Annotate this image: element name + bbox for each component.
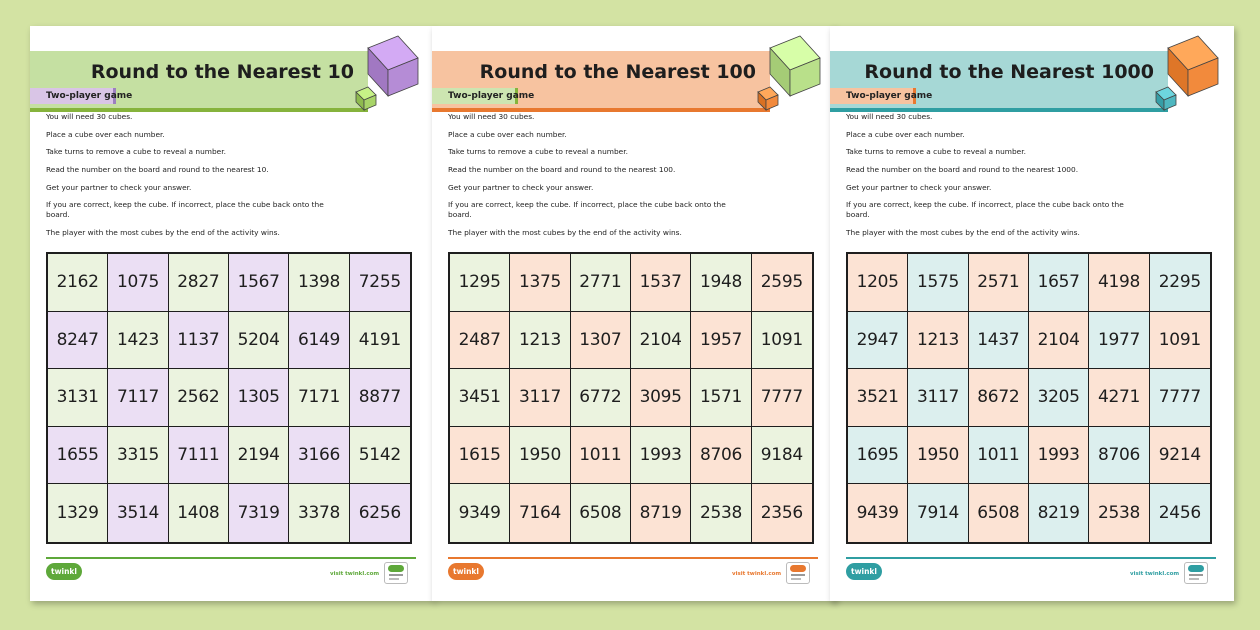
instruction-line: Read the number on the board and round to the nearest 1000. xyxy=(846,165,1079,175)
board-cell: 8877 xyxy=(350,369,410,427)
twinkl-logo: twinkl xyxy=(46,563,82,580)
board-cell: 1657 xyxy=(1029,254,1089,312)
board-cell: 1375 xyxy=(510,254,570,312)
board-cell: 9184 xyxy=(752,427,812,485)
board-cell: 2104 xyxy=(631,312,691,370)
board-cell: 6149 xyxy=(289,312,349,370)
instruction-line: Take turns to remove a cube to reveal a number. xyxy=(448,147,628,157)
worksheet-page xyxy=(830,26,1234,601)
board-cell: 2947 xyxy=(848,312,908,370)
worksheet-page xyxy=(30,26,434,601)
number-board xyxy=(46,252,412,544)
board-cell: 3095 xyxy=(631,369,691,427)
board-cell: 1993 xyxy=(631,427,691,485)
board-cell: 7117 xyxy=(108,369,168,427)
board-cell: 4198 xyxy=(1089,254,1149,312)
board-cell: 1398 xyxy=(289,254,349,312)
board-cell: 7255 xyxy=(350,254,410,312)
instruction-line: If you are correct, keep the cube. If incorrect, place the cube back onto the board. xyxy=(846,200,1124,219)
board-cell: 3166 xyxy=(289,427,349,485)
board-cell: 1655 xyxy=(48,427,108,485)
instruction-line: Take turns to remove a cube to reveal a number. xyxy=(46,147,226,157)
board-cell: 3451 xyxy=(450,369,510,427)
two-player-badge: Two-player game xyxy=(830,88,916,104)
instructions-list xyxy=(46,112,346,245)
board-cell: 2571 xyxy=(969,254,1029,312)
number-board xyxy=(846,252,1212,544)
board-cell: 3131 xyxy=(48,369,108,427)
board-cell: 2562 xyxy=(169,369,229,427)
board-cell: 3117 xyxy=(908,369,968,427)
board-cell: 8672 xyxy=(969,369,1029,427)
board-cell: 2104 xyxy=(1029,312,1089,370)
cubes-illustration-icon xyxy=(1154,26,1234,116)
board-cell: 1571 xyxy=(691,369,751,427)
board-cell: 1948 xyxy=(691,254,751,312)
page-title: Round to the Nearest 10 xyxy=(90,61,354,83)
board-cell: 1993 xyxy=(1029,427,1089,485)
board-cell: 2487 xyxy=(450,312,510,370)
board-cell: 7171 xyxy=(289,369,349,427)
board-cell: 5204 xyxy=(229,312,289,370)
visit-url-text: visit twinkl.com xyxy=(732,571,782,577)
board-cell: 7164 xyxy=(510,484,570,542)
board-cell: 8706 xyxy=(1089,427,1149,485)
large-cube-icon xyxy=(368,36,418,96)
instruction-line: The player with the most cubes by the end of the activity wins. xyxy=(448,227,682,237)
board-cell: 3378 xyxy=(289,484,349,542)
instruction-line: Get your partner to check your answer. xyxy=(846,182,992,192)
instruction-line: Place a cube over each number. xyxy=(46,129,165,139)
instructions-list xyxy=(846,112,1146,245)
quality-badge-icon xyxy=(786,562,810,584)
large-cube-icon xyxy=(770,36,820,96)
board-cell: 6256 xyxy=(350,484,410,542)
cubes-illustration-icon xyxy=(354,26,434,116)
board-cell: 4191 xyxy=(350,312,410,370)
board-cell: 2456 xyxy=(1150,484,1210,542)
board-cell: 2356 xyxy=(752,484,812,542)
board-cell: 8719 xyxy=(631,484,691,542)
board-cell: 1329 xyxy=(48,484,108,542)
board-cell: 7319 xyxy=(229,484,289,542)
board-cell: 3315 xyxy=(108,427,168,485)
board-cell: 2295 xyxy=(1150,254,1210,312)
instruction-line: The player with the most cubes by the end of the activity wins. xyxy=(46,227,280,237)
instructions-list xyxy=(448,112,748,245)
footer-divider xyxy=(46,557,416,559)
board-cell: 1615 xyxy=(450,427,510,485)
board-cell: 8247 xyxy=(48,312,108,370)
board-cell: 1091 xyxy=(752,312,812,370)
board-cell: 1575 xyxy=(908,254,968,312)
board-cell: 6772 xyxy=(571,369,631,427)
page-title: Round to the Nearest 1000 xyxy=(864,61,1154,83)
instruction-line: You will need 30 cubes. xyxy=(46,112,133,121)
board-cell: 1950 xyxy=(510,427,570,485)
board-cell: 5142 xyxy=(350,427,410,485)
board-cell: 1213 xyxy=(908,312,968,370)
board-cell: 2194 xyxy=(229,427,289,485)
instruction-line: Take turns to remove a cube to reveal a number. xyxy=(846,147,1026,157)
board-cell: 1423 xyxy=(108,312,168,370)
board-cell: 1213 xyxy=(510,312,570,370)
board-cell: 7777 xyxy=(1150,369,1210,427)
board-cell: 7111 xyxy=(169,427,229,485)
visit-url-text: visit twinkl.com xyxy=(1130,571,1180,577)
board-cell: 8706 xyxy=(691,427,751,485)
board-cell: 9439 xyxy=(848,484,908,542)
instruction-line: The player with the most cubes by the end of the activity wins. xyxy=(846,227,1080,237)
board-cell: 1695 xyxy=(848,427,908,485)
small-cube-icon xyxy=(758,87,778,110)
instruction-line: Get your partner to check your answer. xyxy=(46,182,192,192)
board-cell: 1307 xyxy=(571,312,631,370)
board-cell: 1950 xyxy=(908,427,968,485)
number-board xyxy=(448,252,814,544)
instruction-line: Place a cube over each number. xyxy=(846,129,965,139)
board-cell: 9349 xyxy=(450,484,510,542)
board-cell: 7914 xyxy=(908,484,968,542)
board-cell: 3205 xyxy=(1029,369,1089,427)
board-cell: 1011 xyxy=(571,427,631,485)
board-cell: 1205 xyxy=(848,254,908,312)
instruction-line: If you are correct, keep the cube. If incorrect, place the cube back onto the board. xyxy=(448,200,726,219)
board-cell: 2538 xyxy=(1089,484,1149,542)
quality-badge-icon xyxy=(384,562,408,584)
instruction-line: Read the number on the board and round to the nearest 10. xyxy=(46,165,269,175)
small-cube-icon xyxy=(1156,87,1176,110)
board-cell: 1011 xyxy=(969,427,1029,485)
board-cell: 2595 xyxy=(752,254,812,312)
instruction-line: You will need 30 cubes. xyxy=(846,112,933,121)
board-cell: 1567 xyxy=(229,254,289,312)
twinkl-logo: twinkl xyxy=(846,563,882,580)
footer-divider xyxy=(846,557,1216,559)
board-cell: 9214 xyxy=(1150,427,1210,485)
board-cell: 2771 xyxy=(571,254,631,312)
board-cell: 6508 xyxy=(969,484,1029,542)
board-cell: 1091 xyxy=(1150,312,1210,370)
visit-url-text: visit twinkl.com xyxy=(330,571,380,577)
board-cell: 4271 xyxy=(1089,369,1149,427)
board-cell: 2162 xyxy=(48,254,108,312)
quality-badge-icon xyxy=(1184,562,1208,584)
board-cell: 1957 xyxy=(691,312,751,370)
board-cell: 8219 xyxy=(1029,484,1089,542)
board-cell: 1977 xyxy=(1089,312,1149,370)
instruction-line: Read the number on the board and round to the nearest 100. xyxy=(448,165,676,175)
two-player-badge: Two-player game xyxy=(30,88,116,104)
large-cube-icon xyxy=(1168,36,1218,96)
twinkl-logo: twinkl xyxy=(448,563,484,580)
board-cell: 6508 xyxy=(571,484,631,542)
board-cell: 1295 xyxy=(450,254,510,312)
footer-divider xyxy=(448,557,818,559)
page-title: Round to the Nearest 100 xyxy=(479,61,756,83)
board-cell: 1408 xyxy=(169,484,229,542)
cubes-illustration-icon xyxy=(756,26,836,116)
instruction-line: You will need 30 cubes. xyxy=(448,112,535,121)
instruction-line: If you are correct, keep the cube. If incorrect, place the cube back onto the board. xyxy=(46,200,324,219)
two-player-badge: Two-player game xyxy=(432,88,518,104)
board-cell: 1075 xyxy=(108,254,168,312)
instruction-line: Get your partner to check your answer. xyxy=(448,182,594,192)
board-cell: 1437 xyxy=(969,312,1029,370)
instruction-line: Place a cube over each number. xyxy=(448,129,567,139)
board-cell: 7777 xyxy=(752,369,812,427)
worksheet-page xyxy=(432,26,836,601)
board-cell: 1537 xyxy=(631,254,691,312)
board-cell: 3117 xyxy=(510,369,570,427)
small-cube-icon xyxy=(356,87,376,110)
board-cell: 1137 xyxy=(169,312,229,370)
board-cell: 2538 xyxy=(691,484,751,542)
board-cell: 3521 xyxy=(848,369,908,427)
board-cell: 2827 xyxy=(169,254,229,312)
board-cell: 3514 xyxy=(108,484,168,542)
board-cell: 1305 xyxy=(229,369,289,427)
